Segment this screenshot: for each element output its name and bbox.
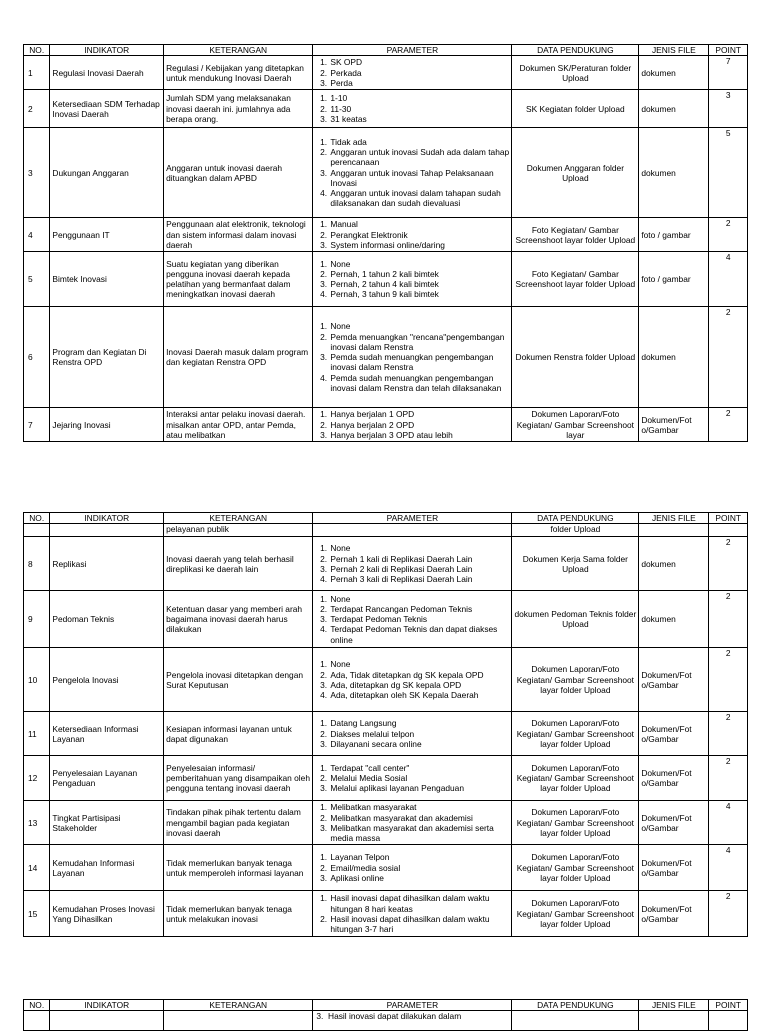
parameter-item: 1. Manual [329,219,509,229]
cell-indikator [50,1011,164,1031]
cell-no: 10 [24,648,50,712]
cell-indikator: Replikasi [50,537,164,591]
header-no: NO. [24,513,50,524]
table-page-3 [23,999,748,1031]
parameter-item: 1. None [329,543,509,553]
parameter-item: 4. Anggaran untuk inovasi dalam tahapan sudah dilaksanakan dan sudah dievaluasi [329,188,509,208]
table-row [24,756,748,801]
cell-jenis-file: foto / gambar [639,252,709,307]
cell-parameter [313,56,512,90]
cell-point [709,1011,748,1031]
parameter-item: 1. Hanya berjalan 1 OPD [329,409,509,419]
parameter-item: 1. Melibatkan masyarakat [329,802,509,812]
cell-jenis-file: Dokumen/Fot o/Gambar [639,891,709,937]
parameter-item: 2. Anggaran untuk inovasi Sudah ada dalam tahap perencanaan [329,147,509,167]
parameter-item: 1. Layanan Telpon [329,852,509,862]
parameter-item: 2. Pemda menuangkan "rencana"pengembangan inovasi dalam Renstra [329,332,509,352]
table-row [24,307,748,408]
cell-jenis-file: Dokumen/Fot o/Gambar [639,648,709,712]
cell-keterangan: Anggaran untuk inovasi daerah dituangkan dalam APBD [164,128,313,218]
cell-data-pendukung: Dokumen Renstra folder Upload [512,307,639,408]
cell-point: 4 [709,845,748,891]
parameter-item: 1. 1-10 [329,93,509,103]
header-indikator: INDIKATOR [50,513,164,524]
cell-keterangan: Tindakan pihak pihak tertentu dalam mengambil bagian pada kegiatan inovasi daerah [164,801,313,845]
cell-no: 12 [24,756,50,801]
cell-point: 2 [709,891,748,937]
cell-data-pendukung: Dokumen SK/Peraturan folder Upload [512,56,639,90]
cell-parameter [313,218,512,252]
header-data-pendukung: DATA PENDUKUNG [512,45,639,56]
cell-keterangan: Interaksi antar pelaku inovasi daerah. misalkan antar OPD, antar Pemda, atau melibatkan [164,408,313,442]
cell-parameter [313,128,512,218]
parameter-item: 2. Perangkat Elektronik [329,230,509,240]
cell-parameter [313,252,512,307]
parameter-list [315,219,509,250]
cell-point: 2 [709,591,748,648]
parameter-list [315,409,509,440]
cell-point: 2 [709,408,748,442]
cell-parameter [313,712,512,756]
cell-no: 1 [24,56,50,90]
parameter-item: 3. Ada, ditetapkan dg SK kepala OPD [329,680,509,690]
cell-jenis-file: foto / gambar [639,218,709,252]
header-point: POINT [709,1000,748,1011]
header-jenis-file: JENIS FILE [639,1000,709,1011]
cell-jenis-file: dokumen [639,90,709,128]
cell-indikator: Dukungan Anggaran [50,128,164,218]
table-header-row [24,1000,748,1011]
parameter-item: 3. Aplikasi online [329,873,509,883]
cell-jenis-file [639,524,709,537]
parameter-item: 3. Pemda sudah menuangkan pengembangan inovasi dalam Renstra [329,352,509,372]
cell-keterangan: Suatu kegiatan yang diberikan pengguna inovasi daerah kepada pelatihan yang bermanfaat dalam meningkatkan inovasi daerah [164,252,313,307]
parameter-item: 3. Hanya berjalan 3 OPD atau lebih [329,430,509,440]
parameter-item: 3. System informasi online/daring [329,240,509,250]
cell-keterangan: Ketentuan dasar yang memberi arah bagaimana inovasi daerah harus dilakukan [164,591,313,648]
parameter-item: 3. Melalui aplikasi layanan Pengaduan [329,783,509,793]
parameter-item: 1. None [329,594,509,604]
parameter-list [315,852,509,883]
cell-data-pendukung: folder Upload [512,524,639,537]
header-keterangan: KETERANGAN [164,45,313,56]
cell-jenis-file: dokumen [639,56,709,90]
cell-point: 2 [709,648,748,712]
parameter-list [315,893,509,934]
cell-parameter [313,307,512,408]
cell-no: 4 [24,218,50,252]
parameter-text: Hasil inovasi dapat dilakukan dalam [328,1011,462,1022]
cell-jenis-file: Dokumen/Fot o/Gambar [639,845,709,891]
cell-keterangan: Inovasi daerah yang telah berhasil direplikasi ke daerah lain [164,537,313,591]
cell-indikator: Tingkat Partisipasi Stakeholder [50,801,164,845]
cell-data-pendukung: Dokumen Laporan/Foto Kegiatan/ Gambar Screenshoot layar folder Upload [512,712,639,756]
cell-point: 2 [709,537,748,591]
cell-point: 5 [709,128,748,218]
cell-keterangan: Regulasi / Kebijakan yang ditetapkan untuk mendukung Inovasi Daerah [164,56,313,90]
parameter-item: 1. Terdapat "call center" [329,763,509,773]
parameter-list [315,137,509,208]
cell-indikator: Ketersediaan SDM Terhadap Inovasi Daerah [50,90,164,128]
header-point: POINT [709,513,748,524]
parameter-item: 2. 11-30 [329,104,509,114]
cell-indikator: Penyelesaian Layanan Pengaduan [50,756,164,801]
cell-parameter [313,756,512,801]
cell-keterangan: Kesiapan informasi layanan untuk dapat digunakan [164,712,313,756]
cell-parameter [313,524,512,537]
table-row [24,128,748,218]
cell-keterangan [164,1011,313,1031]
cell-parameter [313,591,512,648]
cell-jenis-file: dokumen [639,307,709,408]
cell-keterangan: Pengelola inovasi ditetapkan dengan Surat Keputusan [164,648,313,712]
cell-jenis-file: dokumen [639,537,709,591]
cell-indikator: Bimtek Inovasi [50,252,164,307]
cell-keterangan: Jumlah SDM yang melaksanakan inovasi daerah ini. jumlahnya ada berapa orang. [164,90,313,128]
parameter-item: 2. Pernah 1 kali di Replikasi Daerah Lain [329,554,509,564]
cell-keterangan: Penggunaan alat elektronik, teknologi dan sistem informasi dalam inovasi daerah [164,218,313,252]
parameter-item: 4. Pemda sudah menuangkan pengembangan inovasi dalam Renstra dan telah dilaksanakan [329,373,509,393]
cell-parameter [313,90,512,128]
parameter-item: 2. Ada, Tidak ditetapkan dg SK kepala OPD [329,670,509,680]
parameter-item: 1. Hasil inovasi dapat dihasilkan dalam waktu hitungan 8 hari keatas [329,893,509,913]
cell-data-pendukung: Dokumen Laporan/Foto Kegiatan/ Gambar Screenshoot layar folder Upload [512,648,639,712]
cell-no [24,1011,50,1031]
cell-point: 2 [709,307,748,408]
parameter-item: 1. SK OPD [329,57,509,67]
cell-jenis-file: Dokumen/Fot o/Gambar [639,801,709,845]
cell-no: 14 [24,845,50,891]
cell-data-pendukung: dokumen Pedoman Teknis folder Upload [512,591,639,648]
parameter-item: 3. Melibatkan masyarakat dan akademisi serta media massa [329,823,509,843]
parameter-item: 1. Tidak ada [329,137,509,147]
table-row [24,537,748,591]
parameter-number: 3. [316,1011,324,1022]
cell-jenis-file: Dokumen/Fot o/Gambar [639,712,709,756]
parameter-list [315,57,509,88]
cell-data-pendukung: Dokumen Kerja Sama folder Upload [512,537,639,591]
header-parameter: PARAMETER [313,1000,512,1011]
cell-indikator: Program dan Kegiatan Di Renstra OPD [50,307,164,408]
cell-keterangan: Tidak memerlukan banyak tenaga untuk melakukan inovasi [164,891,313,937]
parameter-list [315,718,509,749]
cell-point: 7 [709,56,748,90]
cell-no: 9 [24,591,50,648]
cell-indikator: Kemudahan Proses Inovasi Yang Dihasilkan [50,891,164,937]
table-row-continued [24,524,748,537]
cell-parameter [313,537,512,591]
parameter-item: 3. Terdapat Pedoman Teknis [329,614,509,624]
cell-point: 4 [709,801,748,845]
cell-jenis-file: dokumen [639,128,709,218]
cell-parameter [313,1011,512,1031]
header-indikator: INDIKATOR [50,1000,164,1011]
cell-no: 15 [24,891,50,937]
parameter-list [315,594,509,645]
cell-point: 2 [709,218,748,252]
parameter-item: 2. Diakses melalui telpon [329,729,509,739]
header-no: NO. [24,1000,50,1011]
cell-parameter [313,891,512,937]
parameter-item: 2. Hanya berjalan 2 OPD [329,420,509,430]
header-parameter: PARAMETER [313,45,512,56]
cell-indikator: Regulasi Inovasi Daerah [50,56,164,90]
cell-data-pendukung: Dokumen Laporan/Foto Kegiatan/ Gambar Screenshoot layar folder Upload [512,756,639,801]
table-row [24,845,748,891]
parameter-item: 4. Pernah 3 kali di Replikasi Daerah Lain [329,574,509,584]
parameter-item: 2. Melibatkan masyarakat dan akademisi [329,813,509,823]
parameter-item: 1. None [329,659,509,669]
cell-point: 3 [709,90,748,128]
table-row [24,218,748,252]
cell-point [709,524,748,537]
table-header-row [24,513,748,524]
parameter-item: 3. Anggaran untuk inovasi Tahap Pelaksanaan Inovasi [329,168,509,188]
parameter-item: 3. Dilayanani secara online [329,739,509,749]
cell-data-pendukung: Dokumen Laporan/Foto Kegiatan/ Gambar Screenshoot layar folder Upload [512,891,639,937]
cell-parameter [313,408,512,442]
cell-no: 13 [24,801,50,845]
table-header-row [24,45,748,56]
parameter-item: 2. Hasil inovasi dapat dihasilkan dalam waktu hitungan 3-7 hari [329,914,509,934]
cell-indikator: Pedoman Teknis [50,591,164,648]
cell-parameter [313,801,512,845]
parameter-list [315,763,509,794]
parameter-list [315,802,509,843]
table-page-1 [23,44,748,442]
parameter-item: 3. Perda [329,78,509,88]
header-point: POINT [709,45,748,56]
cell-no: 5 [24,252,50,307]
cell-data-pendukung: Dokumen Laporan/Foto Kegiatan/ Gambar Screenshoot layar folder Upload [512,801,639,845]
header-parameter: PARAMETER [313,513,512,524]
header-indikator: INDIKATOR [50,45,164,56]
parameter-list [315,93,509,124]
cell-parameter [313,845,512,891]
table-row [24,408,748,442]
parameter-list [315,321,509,392]
cell-point: 4 [709,252,748,307]
header-keterangan: KETERANGAN [164,513,313,524]
table-row [24,712,748,756]
cell-indikator: Jejaring Inovasi [50,408,164,442]
cell-no: 6 [24,307,50,408]
table-page-2 [23,512,748,937]
parameter-item: 2. Pernah, 1 tahun 2 kali bimtek [329,269,509,279]
table-row [24,591,748,648]
cell-keterangan: Tidak memerlukan banyak tenaga untuk memperoleh informasi layanan [164,845,313,891]
header-no: NO. [24,45,50,56]
cell-no: 2 [24,90,50,128]
cell-keterangan: Inovasi Daerah masuk dalam program dan kegiatan Renstra OPD [164,307,313,408]
parameter-item: 4. Ada, ditetapkan oleh SK Kepala Daerah [329,690,509,700]
table-row [24,56,748,90]
cell-jenis-file [639,1011,709,1031]
cell-data-pendukung: Dokumen Laporan/Foto Kegiatan/ Gambar Screenshoot layar [512,408,639,442]
cell-no: 7 [24,408,50,442]
cell-point: 2 [709,756,748,801]
parameter-item: 2. Email/media sosial [329,863,509,873]
cell-parameter [313,648,512,712]
cell-no: 11 [24,712,50,756]
header-jenis-file: JENIS FILE [639,513,709,524]
parameter-item: 1. None [329,259,509,269]
table-row [24,252,748,307]
cell-data-pendukung: Dokumen Laporan/Foto Kegiatan/ Gambar Screenshoot layar folder Upload [512,845,639,891]
parameter-item: 2. Terdapat Rancangan Pedoman Teknis [329,604,509,614]
cell-point: 2 [709,712,748,756]
cell-no: 3 [24,128,50,218]
cell-no: 8 [24,537,50,591]
parameter-list [315,543,509,584]
parameter-list [315,259,509,300]
header-data-pendukung: DATA PENDUKUNG [512,513,639,524]
header-data-pendukung: DATA PENDUKUNG [512,1000,639,1011]
cell-no [24,524,50,537]
cell-indikator: Pengelola Inovasi [50,648,164,712]
table-row [24,891,748,937]
parameter-item: 2. Melalui Media Sosial [329,773,509,783]
cell-indikator [50,524,164,537]
parameter-item: 3. Pernah 2 kali di Replikasi Daerah Lain [329,564,509,574]
cell-jenis-file: Dokumen/Fot o/Gambar [639,756,709,801]
cell-indikator: Ketersediaan Informasi Layanan [50,712,164,756]
parameter-item: 2. Perkada [329,68,509,78]
cell-indikator: Penggunaan IT [50,218,164,252]
parameter-item: 3. Pernah, 2 tahun 4 kali bimtek [329,279,509,289]
table-row [24,90,748,128]
parameter-item: 4. Terdapat Pedoman Teknis dan dapat diakses online [329,624,509,644]
parameter-item: 1. Datang Langsung [329,718,509,728]
cell-data-pendukung [512,1011,639,1031]
cell-data-pendukung: Foto Kegiatan/ Gambar Screenshoot layar folder Upload [512,252,639,307]
parameter-item: 3. 31 keatas [329,114,509,124]
table-row [24,648,748,712]
parameter-item: 1. None [329,321,509,331]
table-row-continued [24,1011,748,1031]
cell-data-pendukung: Dokumen Anggaran folder Upload [512,128,639,218]
parameter-item: 4. Pernah, 3 tahun 9 kali bimtek [329,289,509,299]
cell-indikator: Kemudahan Informasi Layanan [50,845,164,891]
cell-jenis-file: Dokumen/Fot o/Gambar [639,408,709,442]
table-row [24,801,748,845]
header-jenis-file: JENIS FILE [639,45,709,56]
header-keterangan: KETERANGAN [164,1000,313,1011]
cell-data-pendukung: SK Kegiatan folder Upload [512,90,639,128]
parameter-list [315,659,509,700]
cell-keterangan: Penyelesaian informasi/ pemberitahuan yang disampaikan oleh pengguna tentang inovasi daerah [164,756,313,801]
cell-jenis-file: dokumen [639,591,709,648]
cell-data-pendukung: Foto Kegiatan/ Gambar Screenshoot layar folder Upload [512,218,639,252]
cell-keterangan: pelayanan publik [164,524,313,537]
